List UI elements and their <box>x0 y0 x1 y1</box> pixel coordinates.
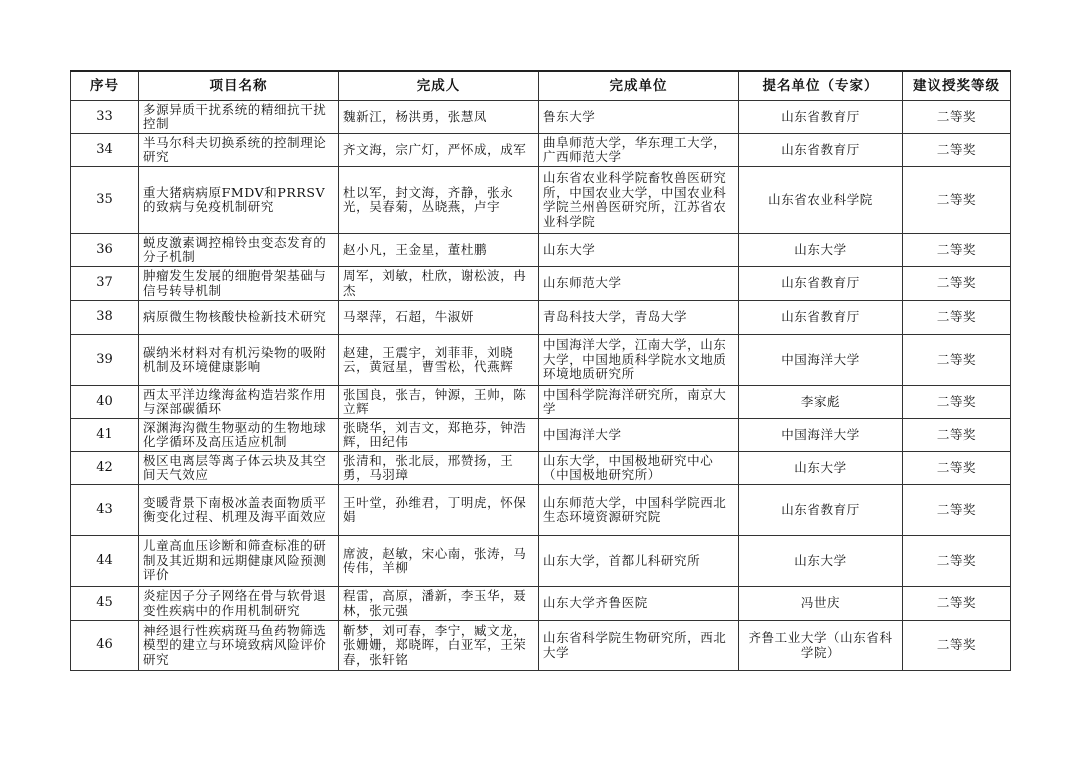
cell-project: 西太平洋边缘海盆构造岩浆作用与深部碳循环 <box>139 386 339 419</box>
cell-project: 肿瘤发生发展的细胞骨架基础与信号转导机制 <box>139 267 339 301</box>
cell-unit: 山东师范大学 <box>539 267 739 301</box>
cell-serial: 33 <box>71 101 139 134</box>
cell-grade: 二等奖 <box>903 419 1011 452</box>
cell-unit: 曲阜师范大学，华东理工大学，广西师范大学 <box>539 134 739 167</box>
cell-nominator: 冯世庆 <box>739 587 903 621</box>
cell-serial: 36 <box>71 234 139 267</box>
table-row <box>71 134 1011 167</box>
cell-nominator: 山东省教育厅 <box>739 101 903 134</box>
cell-people: 程雷，高原，潘新，李玉华，聂林，张元强 <box>339 587 539 621</box>
cell-serial: 38 <box>71 301 139 335</box>
cell-people: 周军，刘敏，杜欣，谢松波，冉杰 <box>339 267 539 301</box>
cell-nominator: 山东省教育厅 <box>739 301 903 335</box>
cell-unit: 山东大学齐鲁医院 <box>539 587 739 621</box>
cell-people: 张国良，张吉，钟源，王帅，陈立辉 <box>339 386 539 419</box>
table-row <box>71 267 1011 301</box>
table-row <box>71 101 1011 134</box>
table-row <box>71 452 1011 485</box>
table-row <box>71 536 1011 587</box>
cell-serial: 35 <box>71 167 139 234</box>
cell-project: 病原微生物核酸快检新技术研究 <box>139 301 339 335</box>
table-row <box>71 335 1011 386</box>
cell-people: 马翠萍，石超，牛淑妍 <box>339 301 539 335</box>
cell-serial: 43 <box>71 485 139 536</box>
table-row <box>71 621 1011 671</box>
cell-project: 变暖背景下南极冰盖表面物质平衡变化过程、机理及海平面效应 <box>139 485 339 536</box>
header-grade: 建议授奖等级 <box>903 71 1011 101</box>
header-row <box>71 71 1011 101</box>
cell-nominator: 齐鲁工业大学（山东省科学院） <box>739 621 903 671</box>
cell-project: 蜕皮激素调控棉铃虫变态发育的分子机制 <box>139 234 339 267</box>
cell-grade: 二等奖 <box>903 301 1011 335</box>
cell-unit: 中国科学院海洋研究所，南京大学 <box>539 386 739 419</box>
cell-nominator: 山东大学 <box>739 536 903 587</box>
cell-grade: 二等奖 <box>903 536 1011 587</box>
cell-grade: 二等奖 <box>903 485 1011 536</box>
cell-nominator: 中国海洋大学 <box>739 419 903 452</box>
cell-people: 赵小凡，王金星，董杜鹏 <box>339 234 539 267</box>
header-project: 项目名称 <box>139 71 339 101</box>
cell-project: 多源异质干扰系统的精细抗干扰控制 <box>139 101 339 134</box>
cell-grade: 二等奖 <box>903 101 1011 134</box>
cell-people: 张清和，张北辰，邢赞扬，王勇，马羽璋 <box>339 452 539 485</box>
cell-grade: 二等奖 <box>903 335 1011 386</box>
cell-serial: 39 <box>71 335 139 386</box>
cell-grade: 二等奖 <box>903 267 1011 301</box>
cell-nominator: 山东省农业科学院 <box>739 167 903 234</box>
cell-unit: 山东大学 <box>539 234 739 267</box>
cell-grade: 二等奖 <box>903 621 1011 671</box>
table-row <box>71 167 1011 234</box>
table-row <box>71 419 1011 452</box>
cell-nominator: 山东省教育厅 <box>739 485 903 536</box>
cell-unit: 山东大学，中国极地研究中心（中国极地研究所） <box>539 452 739 485</box>
cell-nominator: 李家彪 <box>739 386 903 419</box>
cell-nominator: 山东大学 <box>739 234 903 267</box>
cell-nominator: 山东省教育厅 <box>739 267 903 301</box>
cell-grade: 二等奖 <box>903 452 1011 485</box>
cell-project: 重大猪病病原FMDV和PRRSV的致病与免疫机制研究 <box>139 167 339 234</box>
cell-grade: 二等奖 <box>903 587 1011 621</box>
cell-serial: 34 <box>71 134 139 167</box>
cell-project: 极区电离层等离子体云块及其空间天气效应 <box>139 452 339 485</box>
table-row <box>71 386 1011 419</box>
cell-people: 齐文海，宗广灯，严怀成，成军 <box>339 134 539 167</box>
table-row <box>71 234 1011 267</box>
header-unit: 完成单位 <box>539 71 739 101</box>
cell-serial: 42 <box>71 452 139 485</box>
cell-nominator: 中国海洋大学 <box>739 335 903 386</box>
cell-people: 杜以军，封文海，齐静，张永光，吴春菊，丛晓燕，卢宇 <box>339 167 539 234</box>
cell-unit: 山东大学，首都儿科研究所 <box>539 536 739 587</box>
cell-unit: 青岛科技大学，青岛大学 <box>539 301 739 335</box>
header-serial: 序号 <box>71 71 139 101</box>
cell-people: 魏新江，杨洪勇，张慧凤 <box>339 101 539 134</box>
cell-serial: 46 <box>71 621 139 671</box>
cell-people: 王叶堂，孙维君，丁明虎，怀保娟 <box>339 485 539 536</box>
cell-project: 炎症因子分子网络在骨与软骨退变性疾病中的作用机制研究 <box>139 587 339 621</box>
cell-grade: 二等奖 <box>903 234 1011 267</box>
table-row <box>71 485 1011 536</box>
cell-people: 席波，赵敏，宋心南，张涛，马传伟，羊柳 <box>339 536 539 587</box>
cell-unit: 山东师范大学，中国科学院西北生态环境资源研究院 <box>539 485 739 536</box>
cell-project: 神经退行性疾病斑马鱼药物筛选模型的建立与环境致病风险评价研究 <box>139 621 339 671</box>
cell-serial: 37 <box>71 267 139 301</box>
cell-people: 靳梦，刘可春，李宁，臧文龙，张姗姗，郑晓晖，白亚军，王荣春，张轩铭 <box>339 621 539 671</box>
cell-nominator: 山东大学 <box>739 452 903 485</box>
header-people: 完成人 <box>339 71 539 101</box>
cell-unit: 中国海洋大学，江南大学，山东大学，中国地质科学院水文地质环境地质研究所 <box>539 335 739 386</box>
table-row <box>71 301 1011 335</box>
awards-table <box>70 70 1011 671</box>
cell-project: 碳纳米材料对有机污染物的吸附机制及环境健康影响 <box>139 335 339 386</box>
cell-serial: 45 <box>71 587 139 621</box>
cell-unit: 山东省农业科学院畜牧兽医研究所，中国农业大学，中国农业科学院兰州兽医研究所，江苏省农业科学院 <box>539 167 739 234</box>
cell-unit: 中国海洋大学 <box>539 419 739 452</box>
cell-nominator: 山东省教育厅 <box>739 134 903 167</box>
cell-people: 赵建，王震宇，刘菲菲，刘晓云，黄冠星，曹雪松，代燕辉 <box>339 335 539 386</box>
cell-unit: 鲁东大学 <box>539 101 739 134</box>
cell-project: 半马尔科夫切换系统的控制理论研究 <box>139 134 339 167</box>
cell-unit: 山东省科学院生物研究所，西北大学 <box>539 621 739 671</box>
cell-serial: 44 <box>71 536 139 587</box>
cell-serial: 40 <box>71 386 139 419</box>
cell-people: 张晓华，刘吉文，郑艳芬，钟浩辉，田纪伟 <box>339 419 539 452</box>
cell-grade: 二等奖 <box>903 167 1011 234</box>
cell-project: 儿童高血压诊断和筛查标准的研制及其近期和远期健康风险预测评价 <box>139 536 339 587</box>
cell-serial: 41 <box>71 419 139 452</box>
header-nominator: 提名单位（专家） <box>739 71 903 101</box>
table-row <box>71 587 1011 621</box>
cell-grade: 二等奖 <box>903 386 1011 419</box>
cell-grade: 二等奖 <box>903 134 1011 167</box>
cell-project: 深渊海沟微生物驱动的生物地球化学循环及高压适应机制 <box>139 419 339 452</box>
